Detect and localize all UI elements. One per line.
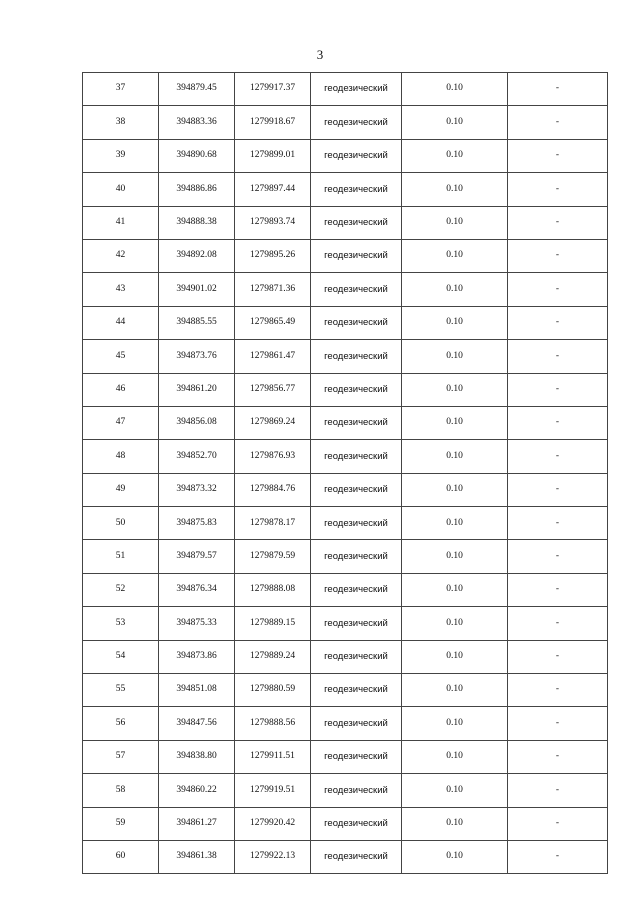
- coordinates-table: [82, 72, 608, 874]
- accuracy-cell: 0.10: [402, 406, 508, 439]
- method-cell: геодезический: [311, 239, 402, 272]
- method-cell: геодезический: [311, 373, 402, 406]
- accuracy-cell: 0.10: [402, 139, 508, 172]
- coordinate-y-cell: 1279869.24: [235, 406, 311, 439]
- method-cell: геодезический: [311, 106, 402, 139]
- table-row: [83, 206, 608, 239]
- coordinate-x-cell: 394838.80: [159, 740, 235, 773]
- coordinate-y-cell: 1279880.59: [235, 674, 311, 707]
- coordinate-x-cell: 394885.55: [159, 306, 235, 339]
- coordinate-y-cell: 1279897.44: [235, 173, 311, 206]
- coordinate-x-cell: 394875.83: [159, 507, 235, 540]
- method-cell: геодезический: [311, 406, 402, 439]
- accuracy-cell: 0.10: [402, 674, 508, 707]
- method-cell: геодезический: [311, 306, 402, 339]
- note-cell: -: [508, 607, 608, 640]
- table-row: [83, 607, 608, 640]
- coordinate-x-cell: 394847.56: [159, 707, 235, 740]
- coordinate-x-cell: 394879.45: [159, 73, 235, 106]
- accuracy-cell: 0.10: [402, 306, 508, 339]
- table-row: [83, 139, 608, 172]
- note-cell: -: [508, 640, 608, 673]
- method-cell: геодезический: [311, 674, 402, 707]
- note-cell: -: [508, 573, 608, 606]
- coordinate-y-cell: 1279884.76: [235, 473, 311, 506]
- point-number-cell: 49: [83, 473, 159, 506]
- point-number-cell: 54: [83, 640, 159, 673]
- coordinate-x-cell: 394888.38: [159, 206, 235, 239]
- coordinate-x-cell: 394873.86: [159, 640, 235, 673]
- note-cell: -: [508, 440, 608, 473]
- table-row: [83, 340, 608, 373]
- table-row: [83, 173, 608, 206]
- coordinate-y-cell: 1279888.56: [235, 707, 311, 740]
- method-cell: геодезический: [311, 273, 402, 306]
- coordinate-y-cell: 1279861.47: [235, 340, 311, 373]
- accuracy-cell: 0.10: [402, 540, 508, 573]
- accuracy-cell: 0.10: [402, 740, 508, 773]
- method-cell: геодезический: [311, 707, 402, 740]
- accuracy-cell: 0.10: [402, 206, 508, 239]
- method-cell: геодезический: [311, 507, 402, 540]
- note-cell: -: [508, 106, 608, 139]
- note-cell: -: [508, 340, 608, 373]
- coordinate-x-cell: 394856.08: [159, 406, 235, 439]
- table-row: [83, 106, 608, 139]
- method-cell: геодезический: [311, 573, 402, 606]
- note-cell: -: [508, 373, 608, 406]
- table-row: [83, 840, 608, 873]
- method-cell: геодезический: [311, 340, 402, 373]
- table-row: [83, 540, 608, 573]
- point-number-cell: 42: [83, 239, 159, 272]
- point-number-cell: 51: [83, 540, 159, 573]
- coordinate-y-cell: 1279893.74: [235, 206, 311, 239]
- note-cell: -: [508, 406, 608, 439]
- accuracy-cell: 0.10: [402, 607, 508, 640]
- coordinate-x-cell: 394861.38: [159, 840, 235, 873]
- coordinate-y-cell: 1279917.37: [235, 73, 311, 106]
- coordinate-y-cell: 1279879.59: [235, 540, 311, 573]
- coordinate-y-cell: 1279865.49: [235, 306, 311, 339]
- accuracy-cell: 0.10: [402, 774, 508, 807]
- point-number-cell: 52: [83, 573, 159, 606]
- table-row: [83, 507, 608, 540]
- table-row: [83, 73, 608, 106]
- table-row: [83, 807, 608, 840]
- coordinate-x-cell: 394861.27: [159, 807, 235, 840]
- point-number-cell: 58: [83, 774, 159, 807]
- point-number-cell: 60: [83, 840, 159, 873]
- point-number-cell: 44: [83, 306, 159, 339]
- coordinate-x-cell: 394879.57: [159, 540, 235, 573]
- note-cell: -: [508, 173, 608, 206]
- note-cell: -: [508, 807, 608, 840]
- method-cell: геодезический: [311, 740, 402, 773]
- note-cell: -: [508, 540, 608, 573]
- coordinate-x-cell: 394892.08: [159, 239, 235, 272]
- coordinate-y-cell: 1279920.42: [235, 807, 311, 840]
- method-cell: геодезический: [311, 139, 402, 172]
- coordinate-x-cell: 394890.68: [159, 139, 235, 172]
- note-cell: -: [508, 306, 608, 339]
- method-cell: геодезический: [311, 774, 402, 807]
- coordinate-y-cell: 1279889.24: [235, 640, 311, 673]
- note-cell: -: [508, 740, 608, 773]
- accuracy-cell: 0.10: [402, 373, 508, 406]
- accuracy-cell: 0.10: [402, 707, 508, 740]
- coordinate-x-cell: 394873.32: [159, 473, 235, 506]
- page-number: 3: [316, 47, 324, 62]
- coordinate-x-cell: 394875.33: [159, 607, 235, 640]
- table-row: [83, 707, 608, 740]
- coordinate-x-cell: 394876.34: [159, 573, 235, 606]
- method-cell: геодезический: [311, 73, 402, 106]
- table-row: [83, 273, 608, 306]
- table-row: [83, 373, 608, 406]
- coordinate-y-cell: 1279888.08: [235, 573, 311, 606]
- accuracy-cell: 0.10: [402, 173, 508, 206]
- point-number-cell: 43: [83, 273, 159, 306]
- table-body: [83, 73, 608, 874]
- coordinate-x-cell: 394860.22: [159, 774, 235, 807]
- table-row: [83, 406, 608, 439]
- point-number-cell: 55: [83, 674, 159, 707]
- accuracy-cell: 0.10: [402, 473, 508, 506]
- point-number-cell: 56: [83, 707, 159, 740]
- method-cell: геодезический: [311, 173, 402, 206]
- method-cell: геодезический: [311, 540, 402, 573]
- method-cell: геодезический: [311, 206, 402, 239]
- note-cell: -: [508, 840, 608, 873]
- point-number-cell: 50: [83, 507, 159, 540]
- point-number-cell: 45: [83, 340, 159, 373]
- point-number-cell: 40: [83, 173, 159, 206]
- coordinate-x-cell: 394851.08: [159, 674, 235, 707]
- coordinate-x-cell: 394886.86: [159, 173, 235, 206]
- coordinate-y-cell: 1279899.01: [235, 139, 311, 172]
- method-cell: геодезический: [311, 840, 402, 873]
- accuracy-cell: 0.10: [402, 840, 508, 873]
- table-row: [83, 774, 608, 807]
- accuracy-cell: 0.10: [402, 106, 508, 139]
- coordinate-x-cell: 394883.36: [159, 106, 235, 139]
- point-number-cell: 47: [83, 406, 159, 439]
- note-cell: -: [508, 139, 608, 172]
- coordinate-y-cell: 1279895.26: [235, 239, 311, 272]
- note-cell: -: [508, 707, 608, 740]
- coordinates-table-wrapper: [82, 72, 608, 874]
- method-cell: геодезический: [311, 807, 402, 840]
- table-row: [83, 239, 608, 272]
- coordinate-x-cell: 394873.76: [159, 340, 235, 373]
- note-cell: -: [508, 273, 608, 306]
- coordinate-y-cell: 1279876.93: [235, 440, 311, 473]
- accuracy-cell: 0.10: [402, 273, 508, 306]
- note-cell: -: [508, 674, 608, 707]
- point-number-cell: 39: [83, 139, 159, 172]
- table-row: [83, 740, 608, 773]
- method-cell: геодезический: [311, 640, 402, 673]
- note-cell: -: [508, 239, 608, 272]
- accuracy-cell: 0.10: [402, 573, 508, 606]
- accuracy-cell: 0.10: [402, 440, 508, 473]
- coordinate-y-cell: 1279919.51: [235, 774, 311, 807]
- coordinate-y-cell: 1279878.17: [235, 507, 311, 540]
- accuracy-cell: 0.10: [402, 239, 508, 272]
- point-number-cell: 37: [83, 73, 159, 106]
- table-row: [83, 440, 608, 473]
- coordinate-x-cell: 394861.20: [159, 373, 235, 406]
- point-number-cell: 57: [83, 740, 159, 773]
- table-row: [83, 573, 608, 606]
- coordinate-x-cell: 394852.70: [159, 440, 235, 473]
- point-number-cell: 53: [83, 607, 159, 640]
- method-cell: геодезический: [311, 473, 402, 506]
- method-cell: геодезический: [311, 440, 402, 473]
- table-row: [83, 306, 608, 339]
- accuracy-cell: 0.10: [402, 807, 508, 840]
- note-cell: -: [508, 206, 608, 239]
- accuracy-cell: 0.10: [402, 73, 508, 106]
- table-row: [83, 640, 608, 673]
- coordinate-y-cell: 1279922.13: [235, 840, 311, 873]
- coordinate-y-cell: 1279889.15: [235, 607, 311, 640]
- point-number-cell: 38: [83, 106, 159, 139]
- point-number-cell: 41: [83, 206, 159, 239]
- table-row: [83, 674, 608, 707]
- note-cell: -: [508, 507, 608, 540]
- accuracy-cell: 0.10: [402, 340, 508, 373]
- note-cell: -: [508, 73, 608, 106]
- note-cell: -: [508, 473, 608, 506]
- coordinate-y-cell: 1279918.67: [235, 106, 311, 139]
- accuracy-cell: 0.10: [402, 640, 508, 673]
- point-number-cell: 59: [83, 807, 159, 840]
- point-number-cell: 48: [83, 440, 159, 473]
- coordinate-y-cell: 1279871.36: [235, 273, 311, 306]
- accuracy-cell: 0.10: [402, 507, 508, 540]
- method-cell: геодезический: [311, 607, 402, 640]
- note-cell: -: [508, 774, 608, 807]
- point-number-cell: 46: [83, 373, 159, 406]
- coordinate-y-cell: 1279911.51: [235, 740, 311, 773]
- coordinate-y-cell: 1279856.77: [235, 373, 311, 406]
- table-row: [83, 473, 608, 506]
- coordinate-x-cell: 394901.02: [159, 273, 235, 306]
